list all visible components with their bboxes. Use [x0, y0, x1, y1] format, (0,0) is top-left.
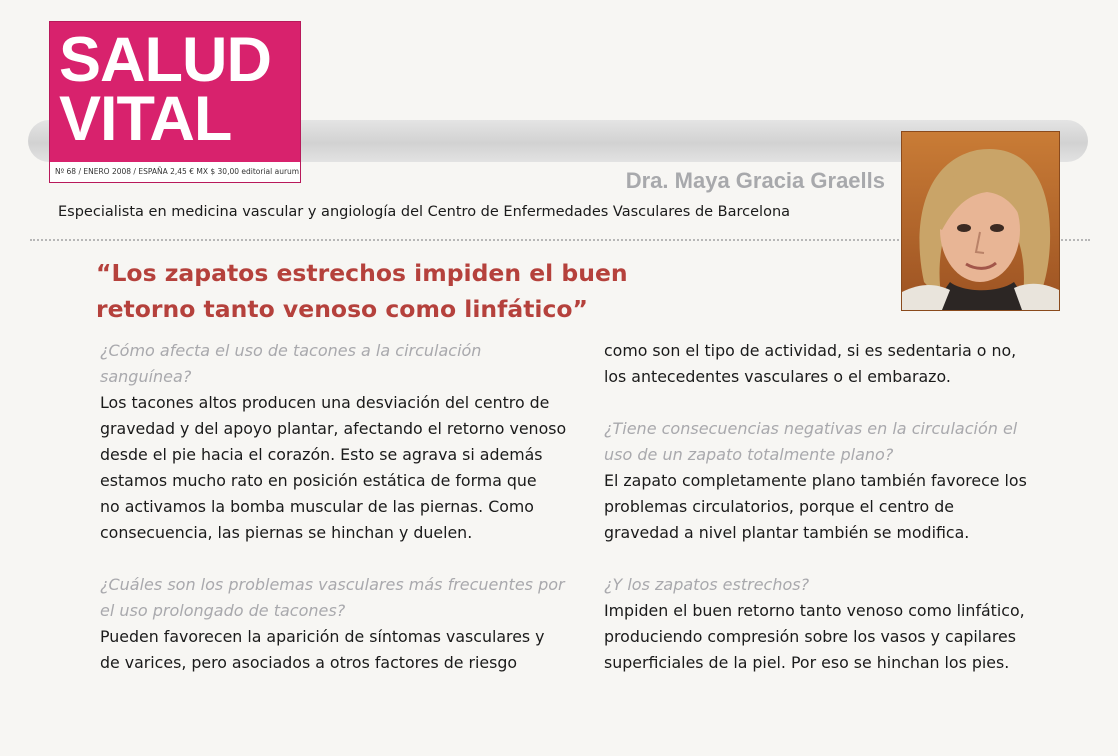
- answer-line: produciendo compresión sobre los vasos y capilares: [604, 627, 1016, 646]
- article-column-left: [100, 338, 580, 676]
- masthead-logo: [50, 22, 300, 182]
- question-line: ¿Y los zapatos estrechos?: [604, 575, 810, 594]
- answer-line: gravedad y del apoyo plantar, afectando el retorno venoso: [100, 419, 567, 438]
- answer-line: consecuencia, las piernas se hinchan y duelen.: [100, 523, 473, 542]
- question-line: el uso prolongado de tacones?: [100, 601, 346, 620]
- headline-quote: [96, 255, 696, 327]
- question-heading: [604, 572, 1084, 598]
- spacer: [604, 390, 1084, 416]
- answer-line: no activamos la bomba muscular de las piernas. Como: [100, 497, 534, 516]
- question-line: ¿Tiene consecuencias negativas en la circulación el: [604, 419, 1018, 438]
- spacer: [604, 546, 1084, 572]
- answer-line: Los tacones altos producen una desviación del centro de: [100, 393, 550, 412]
- answer-line: gravedad a nivel plantar también se modifica.: [604, 523, 970, 542]
- portrait-illustration: [902, 132, 1059, 310]
- spacer: [100, 546, 580, 572]
- logo-salud: SALUD: [59, 25, 271, 95]
- question-line: uso de un zapato totalmente plano?: [604, 445, 894, 464]
- answer-paragraph: [604, 598, 1084, 676]
- answer-paragraph: [100, 390, 580, 546]
- answer-line: problemas circulatorios, porque el centro de: [604, 497, 954, 516]
- article-column-right: [604, 338, 1084, 676]
- author-role: Especialista en medicina vascular y angiología del Centro de Enfermedades Vasculares de Barcelona: [58, 204, 791, 220]
- author-photo: [902, 132, 1059, 310]
- answer-line: como son el tipo de actividad, si es sedentaria o no,: [604, 341, 1017, 360]
- author-name: Dra. Maya Gracia Graells: [625, 168, 885, 193]
- answer-line: superficiales de la piel. Por eso se hinchan los pies.: [604, 653, 1010, 672]
- question-line: sanguínea?: [100, 367, 192, 386]
- answer-line: estamos mucho rato en posición estática de forma que: [100, 471, 537, 490]
- answer-line: Pueden favorecen la aparición de síntomas vasculares y: [100, 627, 545, 646]
- question-heading: [100, 338, 580, 390]
- answer-line: desde el pie hacia el corazón. Esto se agrava si además: [100, 445, 543, 464]
- question-heading: [604, 416, 1084, 468]
- answer-paragraph: [604, 468, 1084, 546]
- logo-vital: VITAL: [59, 84, 232, 154]
- issue-info: Nº 68 / ENERO 2008 / ESPAÑA 2,45 € MX $ 30,00 editorial aurum: [50, 162, 300, 182]
- question-line: ¿Cómo afecta el uso de tacones a la circulación: [100, 341, 482, 360]
- answer-line: El zapato completamente plano también favorece los: [604, 471, 1027, 490]
- headline-line: “Los zapatos estrechos impiden el buen: [96, 259, 628, 287]
- answer-line: los antecedentes vasculares o el embarazo.: [604, 367, 951, 386]
- answer-paragraph: [604, 338, 1084, 390]
- answer-line: Impiden el buen retorno tanto venoso como linfático,: [604, 601, 1025, 620]
- answer-line: de varices, pero asociados a otros factores de riesgo: [100, 653, 518, 672]
- headline-line: retorno tanto venoso como linfático”: [96, 295, 588, 323]
- question-line: ¿Cuáles son los problemas vasculares más frecuentes por: [100, 575, 565, 594]
- answer-paragraph: [100, 624, 580, 676]
- question-heading: [100, 572, 580, 624]
